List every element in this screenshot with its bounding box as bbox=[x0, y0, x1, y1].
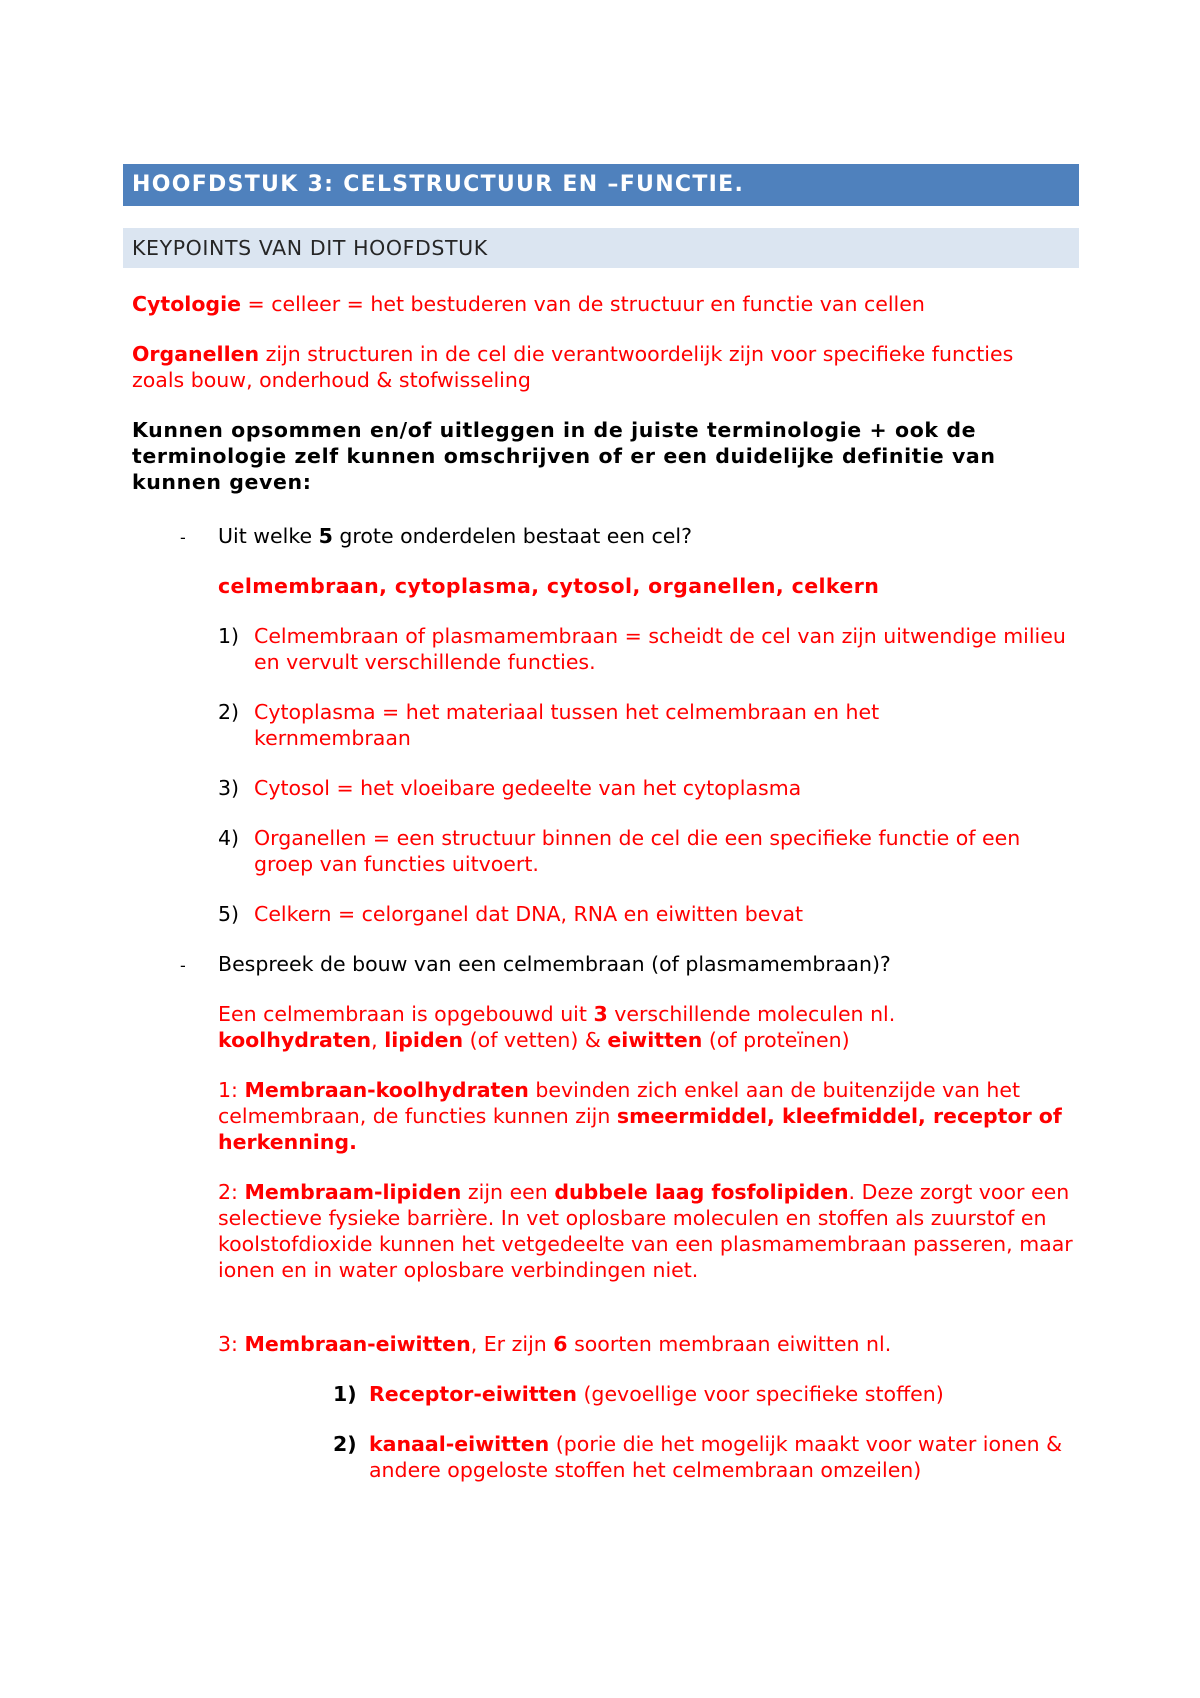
part-item: Cytosol = het vloeibare gedeelte van het cytoplasma bbox=[254, 776, 802, 800]
part-number: 2) bbox=[218, 700, 240, 724]
bullet-dash: - bbox=[180, 528, 186, 547]
chapter-heading: HOOFDSTUK 3: CELSTRUCTUUR EN –FUNCTIE. bbox=[123, 164, 1079, 206]
part-item: Organellen = een structuur binnen de cel die een specifieke functie of een groep van functies uitvoert. bbox=[254, 826, 1021, 876]
organellen-text: zijn structuren in de cel die verantwoordelijk zijn voor specifieke functies zoals bouw, onderhoud & stofwisseling bbox=[132, 342, 1014, 392]
cytologie-text: = celleer = het bestuderen van de structuur en functie van cellen bbox=[241, 292, 925, 316]
part-number: 5) bbox=[218, 902, 240, 926]
question-1-answer: celmembraan, cytoplasma, cytosol, organellen, celkern bbox=[218, 574, 880, 598]
organellen-term: Organellen bbox=[132, 342, 260, 366]
membrane-intro: Een celmembraan is opgebouwd uit 3 verschillende moleculen nl. koolhydraten, lipiden (of vetten) & eiwitten (of proteïnen) bbox=[218, 1002, 896, 1052]
protein-number: 1) bbox=[333, 1382, 357, 1406]
protein-number: 2) bbox=[333, 1432, 357, 1456]
part-number: 3) bbox=[218, 776, 240, 800]
bullet-dash: - bbox=[180, 956, 186, 975]
protein-item: kanaal-eiwitten (porie die het mogelijk maakt voor water ionen & andere opgeloste stoffen het celmembraan omzeilen) bbox=[369, 1432, 1063, 1482]
membrane-carbohydrates-paragraph: 1: Membraan-koolhydraten bevinden zich enkel aan de buitenzijde van het celmembraan, de functies kunnen zijn smeermiddel, kleefmiddel, receptor of herkenning. bbox=[218, 1078, 1062, 1154]
part-item: Cytoplasma = het materiaal tussen het celmembraan en het kernmembraan bbox=[254, 700, 880, 750]
part-item: Celmembraan of plasmamembraan = scheidt de cel van zijn uitwendige milieu en vervult verschillende functies. bbox=[254, 624, 1066, 674]
membrane-lipids-paragraph: 2: Membraam-lipiden zijn een dubbele laag fosfolipiden. Deze zorgt voor een selectieve fysieke barrière. In vet oplosbare moleculen en stoffen als zuurstof en koolstofdioxide kunnen het vetgedeelte van een plasmamembraan passeren, maar ionen en in water oplosbare verbindingen niet. bbox=[218, 1180, 1073, 1282]
cytologie-definition bbox=[132, 291, 1082, 317]
part-number: 1) bbox=[218, 624, 240, 648]
part-number: 4) bbox=[218, 826, 240, 850]
cytologie-term: Cytologie bbox=[132, 292, 242, 316]
instruction-paragraph: Kunnen opsommen en/of uitleggen in de juiste terminologie + ook de terminologie zelf kunnen omschrijven of er een duidelijke definitie van kunnen geven: bbox=[132, 418, 996, 494]
section-heading: KEYPOINTS VAN DIT HOOFDSTUK bbox=[123, 228, 1079, 268]
protein-item: Receptor-eiwitten (gevoellige voor specifieke stoffen) bbox=[369, 1382, 944, 1406]
membrane-proteins-paragraph: 3: Membraan-eiwitten, Er zijn 6 soorten membraan eiwitten nl. bbox=[218, 1332, 892, 1356]
part-item: Celkern = celorganel dat DNA, RNA en eiwitten bevat bbox=[254, 902, 804, 926]
organellen-definition bbox=[132, 341, 1032, 393]
question-2: Bespreek de bouw van een celmembraan (of plasmamembraan)? bbox=[218, 952, 891, 976]
question-1: Uit welke 5 grote onderdelen bestaat een cel? bbox=[218, 524, 692, 548]
